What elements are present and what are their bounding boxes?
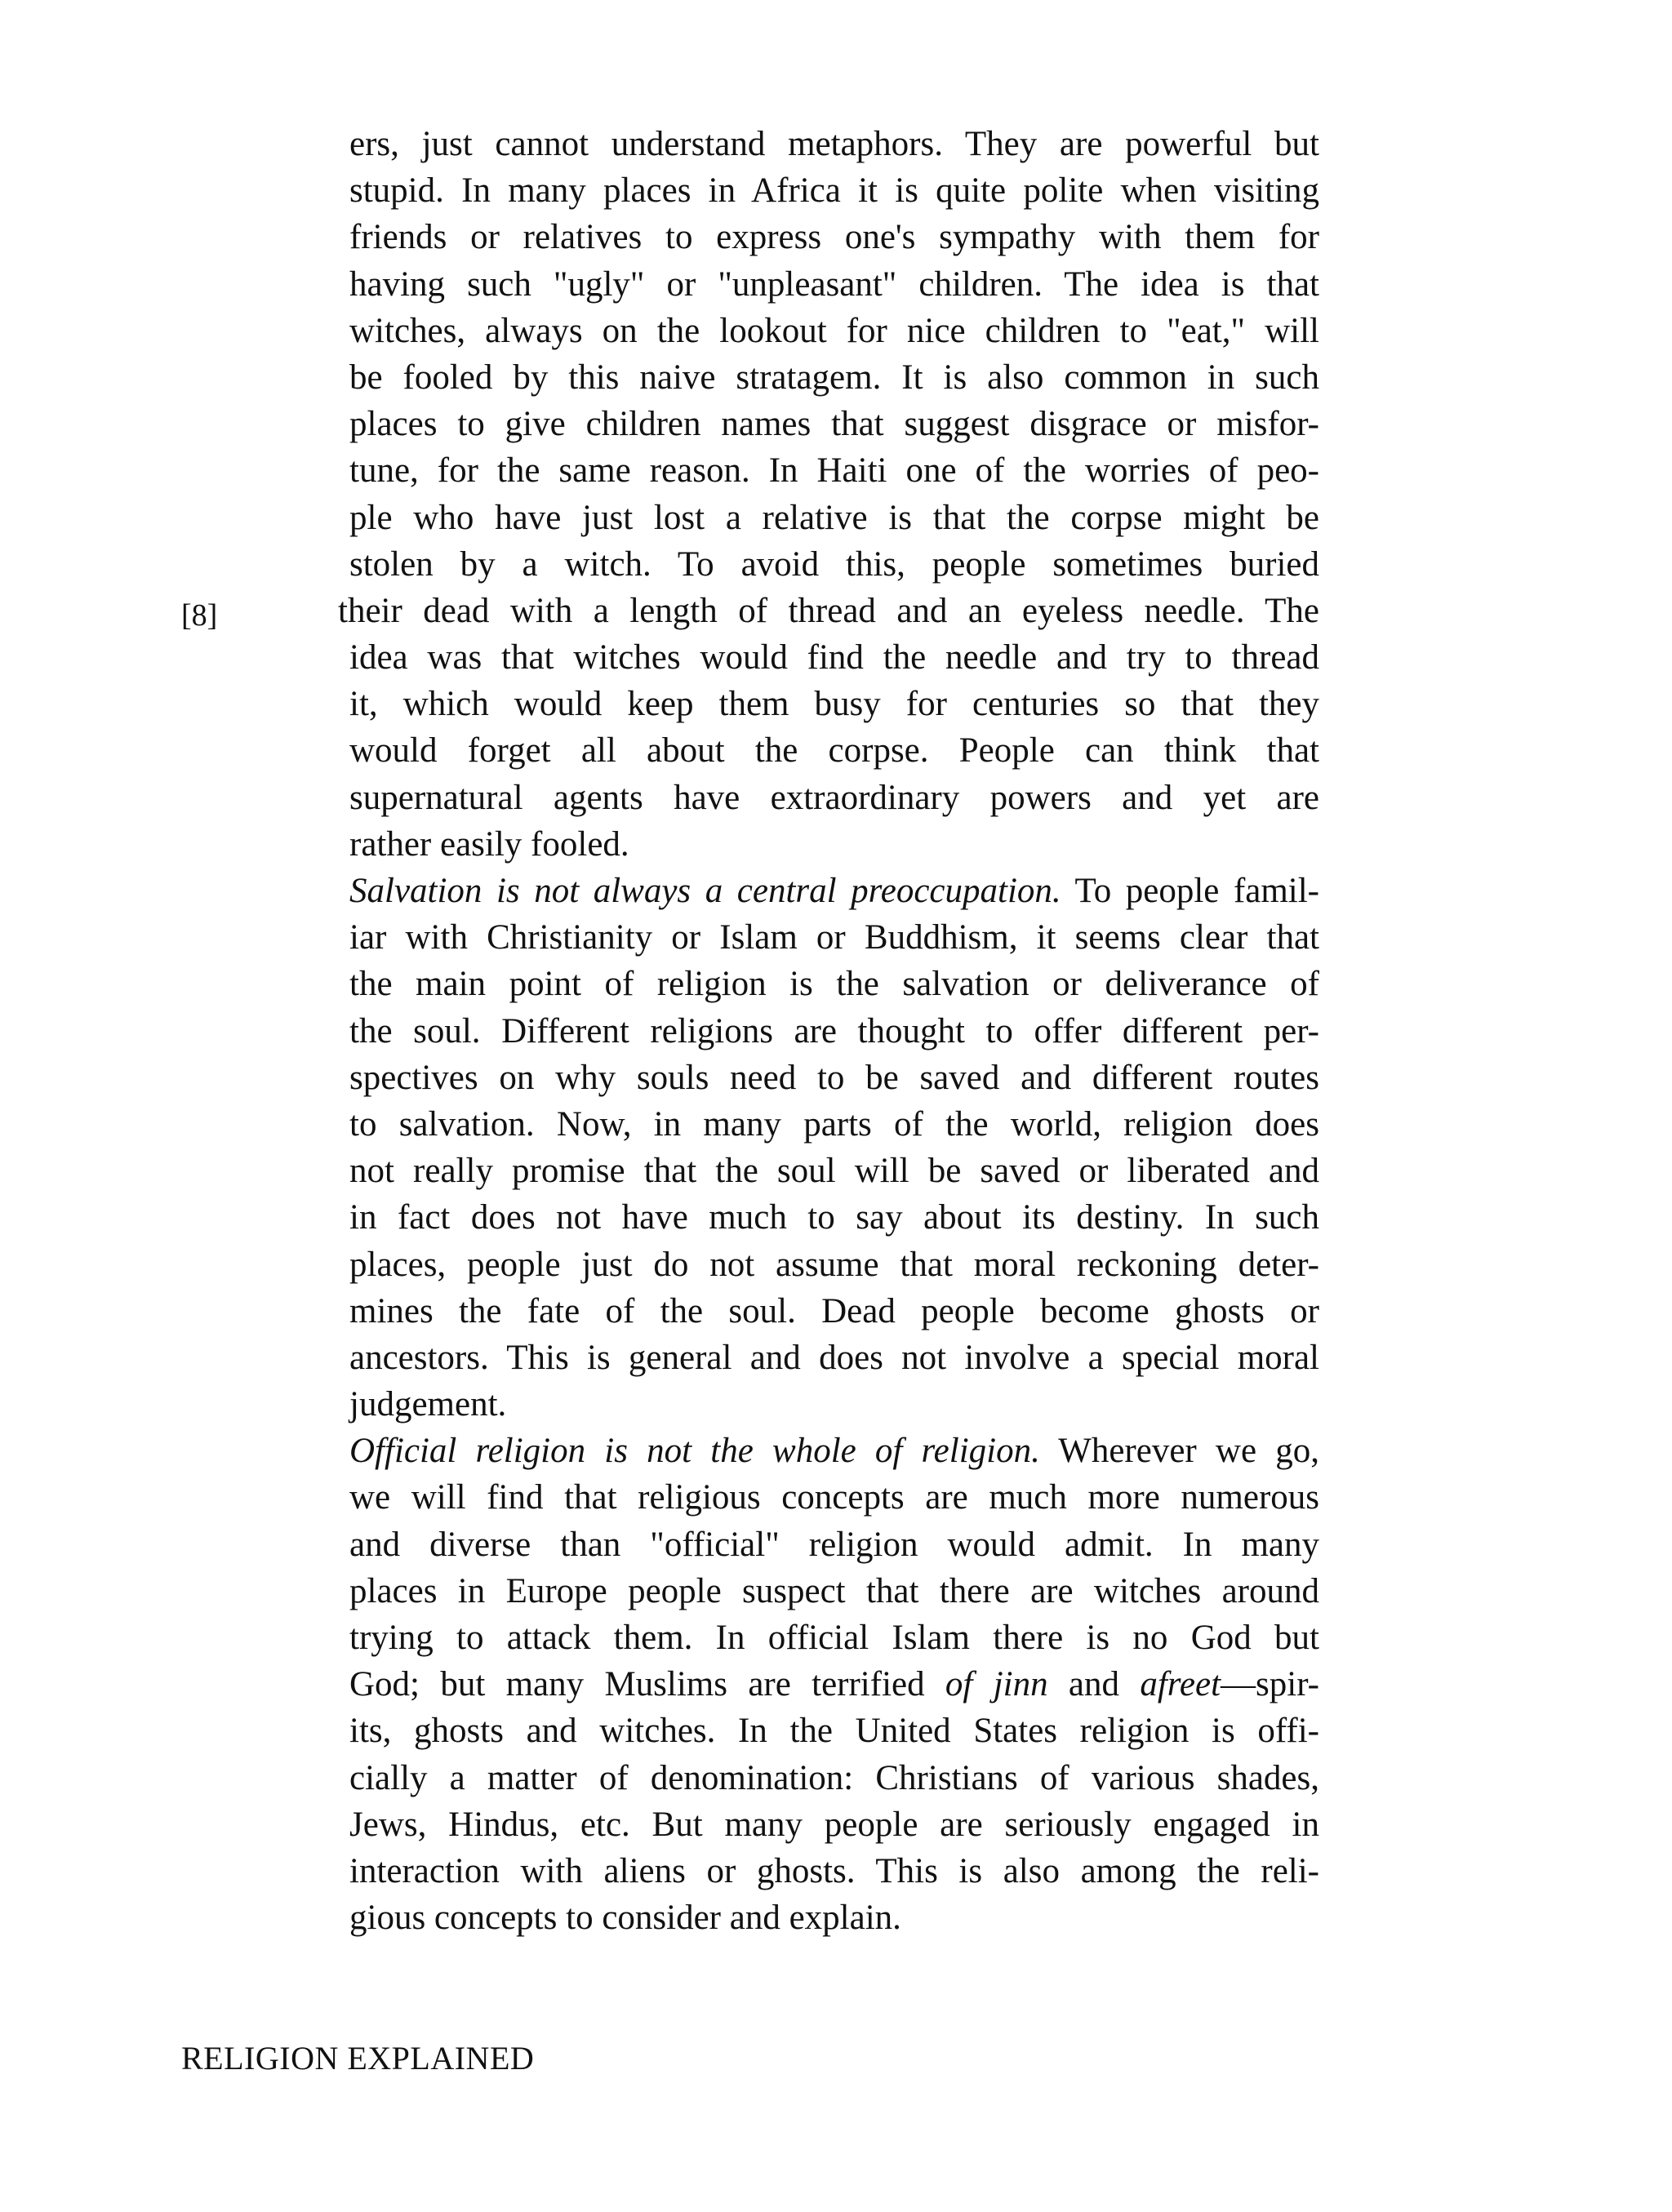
text-line: would forget all about the corpse. People can think that	[349, 731, 1319, 771]
text-line: iar with Christianity or Islam or Buddhism, it seems clear that	[349, 918, 1319, 957]
text-line: ers, just cannot understand metaphors. They are powerful but	[349, 125, 1319, 163]
text-line: ple who have just lost a relative is that the corpse might be	[349, 498, 1319, 537]
section-heading-official-religion: Official religion is not the whole of religion.	[349, 1432, 1040, 1471]
section-heading-line	[349, 1428, 1319, 1474]
text-line: the main point of religion is the salvation or deliverance of	[349, 965, 1319, 1004]
text-line-mixed	[349, 1661, 1319, 1708]
text-line: we will find that religious concepts are much more numerous	[349, 1478, 1319, 1517]
text-line: having such "ugly" or "unpleasant" children. The idea is that	[349, 264, 1319, 304]
text-line: places in Europe people suspect that there are witches around	[349, 1571, 1319, 1610]
text-line: not really promise that the soul will be saved or liberated and	[349, 1152, 1319, 1191]
running-footer: RELIGION EXPLAINED	[181, 2040, 535, 2077]
text-line: cially a matter of denomination: Christians of various shades,	[349, 1758, 1319, 1797]
text-fragment: God; but many Muslims are terrified	[349, 1665, 945, 1704]
text-line: friends or relatives to express one's sympathy with them for	[349, 218, 1319, 257]
text-line: the soul. Different religions are thought to offer different per-	[349, 1011, 1319, 1050]
text-line: gious concepts to consider and explain.	[349, 1899, 901, 1938]
text-line: be fooled by this naive stratagem. It is also common in such	[349, 358, 1319, 397]
body-text	[338, 121, 1320, 1941]
section-heading-line	[349, 868, 1319, 914]
text-fragment: To people famil-	[1061, 872, 1320, 910]
italic-term-afreet: afreet	[1140, 1665, 1221, 1704]
text-line: idea was that witches would find the needle and try to thread	[349, 638, 1319, 677]
text-line: places to give children names that suggest disgrace or misfor-	[349, 405, 1319, 444]
text-line: stolen by a witch. To avoid this, people sometimes buried	[349, 544, 1319, 584]
text-line: it, which would keep them busy for centuries so that they	[349, 685, 1319, 724]
text-fragment: Wherever we go,	[1039, 1432, 1320, 1471]
text-line: supernatural agents have extraordinary powers and yet are	[349, 778, 1319, 817]
text-line: stupid. In many places in Africa it is quite polite when visiting	[349, 171, 1319, 211]
text-line: judgement.	[349, 1385, 507, 1424]
text-line: ancestors. This is general and does not involve a special moral	[349, 1338, 1319, 1377]
text-line: and diverse than "official" religion would admit. In many	[349, 1525, 1319, 1564]
text-line: tune, for the same reason. In Haiti one of the worries of peo-	[349, 451, 1319, 491]
text-fragment: and	[1047, 1665, 1141, 1704]
text-line: interaction with aliens or ghosts. This is also among the reli-	[349, 1851, 1319, 1890]
text-line: to salvation. Now, in many parts of the world, religion does	[349, 1104, 1319, 1144]
text-line: Jews, Hindus, etc. But many people are seriously engaged in	[349, 1805, 1319, 1844]
text-fragment: —spir-	[1221, 1665, 1319, 1704]
text-line: their dead with a length of thread and an eyeless needle. The	[338, 591, 1319, 630]
text-line: its, ghosts and witches. In the United States religion is offi-	[349, 1712, 1319, 1751]
text-line: places, people just do not assume that moral reckoning deter-	[349, 1245, 1319, 1284]
text-line: witches, always on the lookout for nice children to "eat," will	[349, 311, 1319, 350]
text-line: in fact does not have much to say about its destiny. In such	[349, 1198, 1319, 1237]
text-line: rather easily fooled.	[349, 824, 629, 864]
text-line: spectives on why souls need to be saved and different routes	[349, 1058, 1319, 1097]
text-line: mines the fate of the soul. Dead people become ghosts or	[349, 1291, 1319, 1330]
italic-term-jinn: of jinn	[945, 1665, 1048, 1704]
page-side-marker: [8]	[181, 598, 218, 633]
section-heading-salvation: Salvation is not always a central preoccupation.	[349, 872, 1061, 910]
text-line: trying to attack them. In official Islam there is no God but	[349, 1619, 1319, 1657]
